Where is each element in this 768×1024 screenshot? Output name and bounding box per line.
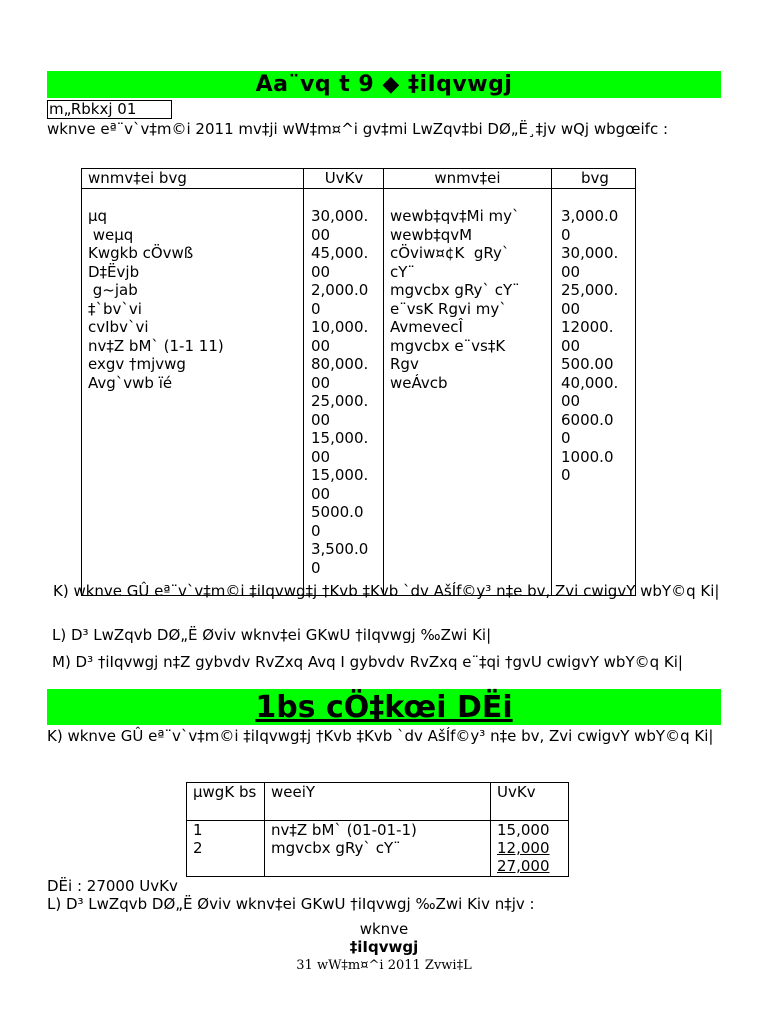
answer-total: DËi : 27000 UvKv [47, 877, 178, 895]
list-item: cvIbv`vi [88, 318, 149, 336]
amount-line: 12000. [561, 318, 614, 336]
question-part-l: L) D³ LwZqvb DØ„Ë Øviv wknv‡ei GKwU †iIqvwgj ‰Zwi Ki| [52, 626, 492, 644]
answer-part-k: K) wknve GÛ eª¨v`v‡m©i ‡iIqvwg‡j †Kvb ‡Kvb `dv AšÍf©y³ n‡e bv, Zvi cwigvY wbY©q Ki| [47, 727, 714, 745]
amount-line: 00 [311, 225, 331, 244]
amount-line: 0 [311, 299, 321, 318]
list-item: Kwgkb cÖvwß [88, 244, 194, 262]
description-column [265, 821, 491, 877]
header-description: weeiY [265, 783, 491, 821]
amount-line: 00 [561, 336, 581, 355]
amount-line: 00 [561, 262, 581, 281]
amount-line: 0 [561, 466, 571, 484]
amount-line: 0 [561, 429, 571, 447]
answer-title-text: 1bs cÖ‡kœi DËi [255, 690, 513, 725]
amount-line: 00 [311, 447, 331, 466]
amount-line: 25,000. [561, 281, 619, 299]
answer-table [186, 782, 569, 877]
list-item: mgvcbx gRy` cY¨ [390, 281, 520, 299]
list-item: weµq [88, 225, 134, 244]
amount-line: 00 [561, 392, 581, 410]
header-name: bvg [552, 169, 636, 189]
answer-title-banner [47, 689, 721, 725]
question-label: m„Rbkxj 01 [47, 100, 172, 119]
answer-part-l: L) D³ LwZqvb DØ„Ë Øviv wknv‡ei GKwU †iIqvwgj ‰Zwi Kiv n‡jv : [47, 895, 535, 913]
amount-line: 6000.0 [561, 410, 614, 429]
list-item: AvmevecÎ [390, 318, 463, 336]
list-item: cY¨ [390, 262, 415, 281]
amount-line: 3,000.0 [561, 207, 619, 225]
amount-total: 27,000 [497, 857, 550, 875]
list-item: exgv †mjvwg [88, 355, 186, 373]
amount-line: 2,000.0 [311, 281, 369, 299]
amount-line: 00 [311, 336, 331, 355]
amounts-column [304, 189, 384, 596]
list-item: D‡Ëvjb [88, 262, 140, 281]
question-intro: wknve eª¨v`v‡m©i 2011 mv‡ji wW‡m¤^i gv‡mi LwZqv‡bi DØ„Ë¸‡jv wQj wbgœifc : [47, 120, 669, 138]
list-item: weÁvcb [390, 373, 448, 392]
amount-line: 80,000. [311, 355, 369, 373]
amount-line: 25,000. [311, 392, 369, 410]
amount-line: 30,000. [311, 207, 369, 225]
amount-line: 45,000. [311, 244, 369, 262]
accounts-column [384, 189, 552, 596]
header-serial: µwgK bs [187, 783, 265, 821]
list-item: ‡`bv`vi [88, 299, 142, 318]
amount-line: 15,000. [311, 466, 369, 484]
header-amount: UvKv [304, 169, 384, 189]
amount-line: 0 [561, 225, 571, 244]
amount-line: 00 [561, 299, 581, 318]
list-item: nv‡Z bM` (1-1 11) [88, 336, 224, 355]
amount-line: 5000.0 [311, 503, 364, 521]
amount-value: 12,000 [497, 839, 550, 857]
amount-line: 00 [311, 262, 331, 281]
list-item: Avg`vwb ïé [88, 373, 173, 392]
description-item: mgvcbx gRy` cY¨ [271, 839, 401, 857]
amount-line: 00 [311, 410, 331, 429]
header-amount: UvKv [491, 783, 569, 821]
question-part-m: M) D³ †iIqvwgj n‡Z gybvdv RvZxq Avq I gybvdv RvZxq e¨‡qi †gvU cwigvY wbY©q Ki| [52, 653, 683, 671]
list-item: wewb‡qvM [390, 225, 473, 244]
list-item: g~jab [88, 281, 138, 299]
amount-line: 15,000. [311, 429, 369, 447]
amount-line: 40,000. [561, 373, 619, 392]
trial-balance-date: 31 wW‡m¤^i 2011 Zvwi‡L [296, 958, 472, 973]
values-column [552, 189, 636, 596]
header-account-name: wnmv‡ei bvg [82, 169, 304, 189]
amount-line: 500.00 [561, 355, 614, 373]
list-item: Rgv [390, 355, 419, 373]
trial-balance-title: ‡iIqvwgj [349, 938, 419, 956]
question-part-k: K) wknve GÛ eª¨v`v‡m©i ‡iIqvwg‡j †Kvb ‡Kvb `dv AšÍf©y³ n‡e bv, Zvi cwigvY wbY©q Ki| [53, 582, 720, 600]
serial-column [187, 821, 265, 877]
section-title-banner: Aa¨vq t 9 ◆ ‡iIqvwgj [47, 71, 721, 98]
account-names-column [82, 189, 304, 596]
list-item: mgvcbx e¨vs‡K [390, 336, 506, 355]
amount-line: 3,500.0 [311, 540, 369, 558]
serial-number: 2 [193, 839, 203, 857]
amount-column [491, 821, 569, 877]
amount-line: 0 [311, 521, 321, 540]
amount-line: 00 [311, 373, 331, 392]
description-item: nv‡Z bM` (01-01-1) [271, 821, 417, 839]
amount-line: 0 [311, 558, 321, 577]
amount-line: 00 [311, 484, 331, 503]
list-item: e¨vsK Rgvi my` [390, 299, 507, 318]
amount-line: 30,000. [561, 244, 619, 262]
serial-number: 1 [193, 821, 203, 839]
trial-balance-company: wknve [359, 920, 409, 938]
list-item: cÖviw¤¢K gRy` [390, 244, 510, 262]
list-item: wewb‡qv‡Mi my` [390, 207, 520, 225]
amount-line: 1000.0 [561, 447, 614, 466]
amount-value: 15,000 [497, 821, 550, 839]
header-account: wnmv‡ei [384, 169, 552, 189]
list-item: µq [88, 207, 108, 225]
amount-line: 10,000. [311, 318, 369, 336]
ledger-balances-table [81, 168, 636, 596]
